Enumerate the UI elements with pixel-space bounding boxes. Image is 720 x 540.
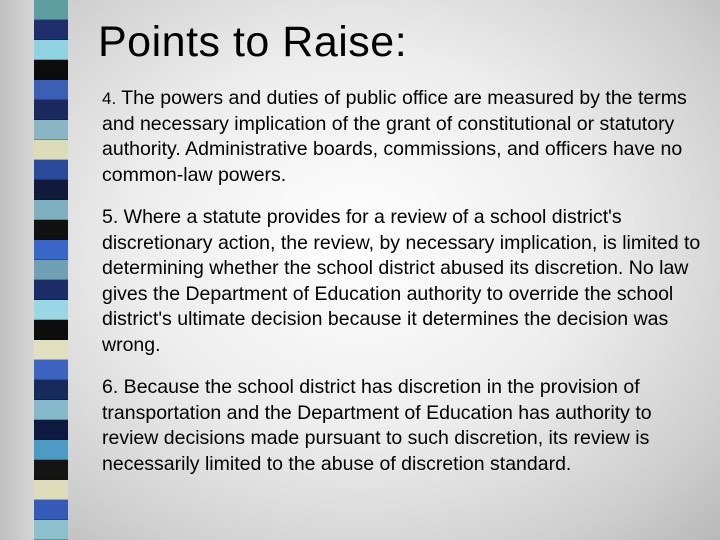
stripe-segment xyxy=(34,380,68,400)
point-text: Where a statute provides for a review of a school district's discretionary action, the review, by necessary implication, is limited to determining whether the school district abused its discretion. No law gives the Department of Education authority to override the school district's ultimate decision because it determines the decision was wrong. xyxy=(102,206,701,356)
point-number: 6. xyxy=(102,376,119,398)
stripe-segment xyxy=(34,240,68,260)
stripe-segment xyxy=(34,100,68,120)
stripe-segment xyxy=(34,20,68,40)
stripe-segment xyxy=(34,440,68,460)
paragraph-point-5 xyxy=(102,205,702,358)
stripe-segment xyxy=(34,320,68,340)
stripe-segment xyxy=(34,0,68,20)
slide-content xyxy=(102,86,702,494)
stripe-segment xyxy=(34,500,68,520)
stripe-segment xyxy=(34,60,68,80)
stripe-segment xyxy=(34,340,68,360)
stripe-segment xyxy=(34,420,68,440)
stripe-segment xyxy=(34,200,68,220)
stripe-segment xyxy=(34,260,68,280)
stripe-segment xyxy=(34,180,68,200)
stripe-segment xyxy=(34,460,68,480)
paragraph-point-4 xyxy=(102,86,702,188)
stripe-segment xyxy=(34,40,68,60)
stripe-segment xyxy=(34,140,68,160)
point-text: Because the school district has discretion in the provision of transportation and the Department of Education has authority to review decisions made pursuant to such discretion, its review is necessarily limited to the abuse of discretion standard. xyxy=(102,376,652,475)
stripe-segment xyxy=(34,400,68,420)
stripe-segment xyxy=(34,520,68,540)
stripe-segment xyxy=(34,120,68,140)
stripe-segment xyxy=(34,280,68,300)
stripe-segment xyxy=(34,300,68,320)
paragraph-point-6 xyxy=(102,375,702,477)
stripe-segment xyxy=(34,160,68,180)
point-text: The powers and duties of public office are measured by the terms and necessary implication of the grant of constitutional or statutory authority. Administrative boards, commissions, and officers have no common-law powers. xyxy=(102,87,687,186)
slide-title: Points to Raise: xyxy=(98,18,408,66)
stripe-segment xyxy=(34,220,68,240)
stripe-segment xyxy=(34,80,68,100)
point-number: 5. xyxy=(102,206,119,228)
stripe-column xyxy=(34,0,68,540)
stripe-segment xyxy=(34,480,68,500)
stripe-segment xyxy=(34,360,68,380)
point-number: 4. xyxy=(102,89,117,108)
